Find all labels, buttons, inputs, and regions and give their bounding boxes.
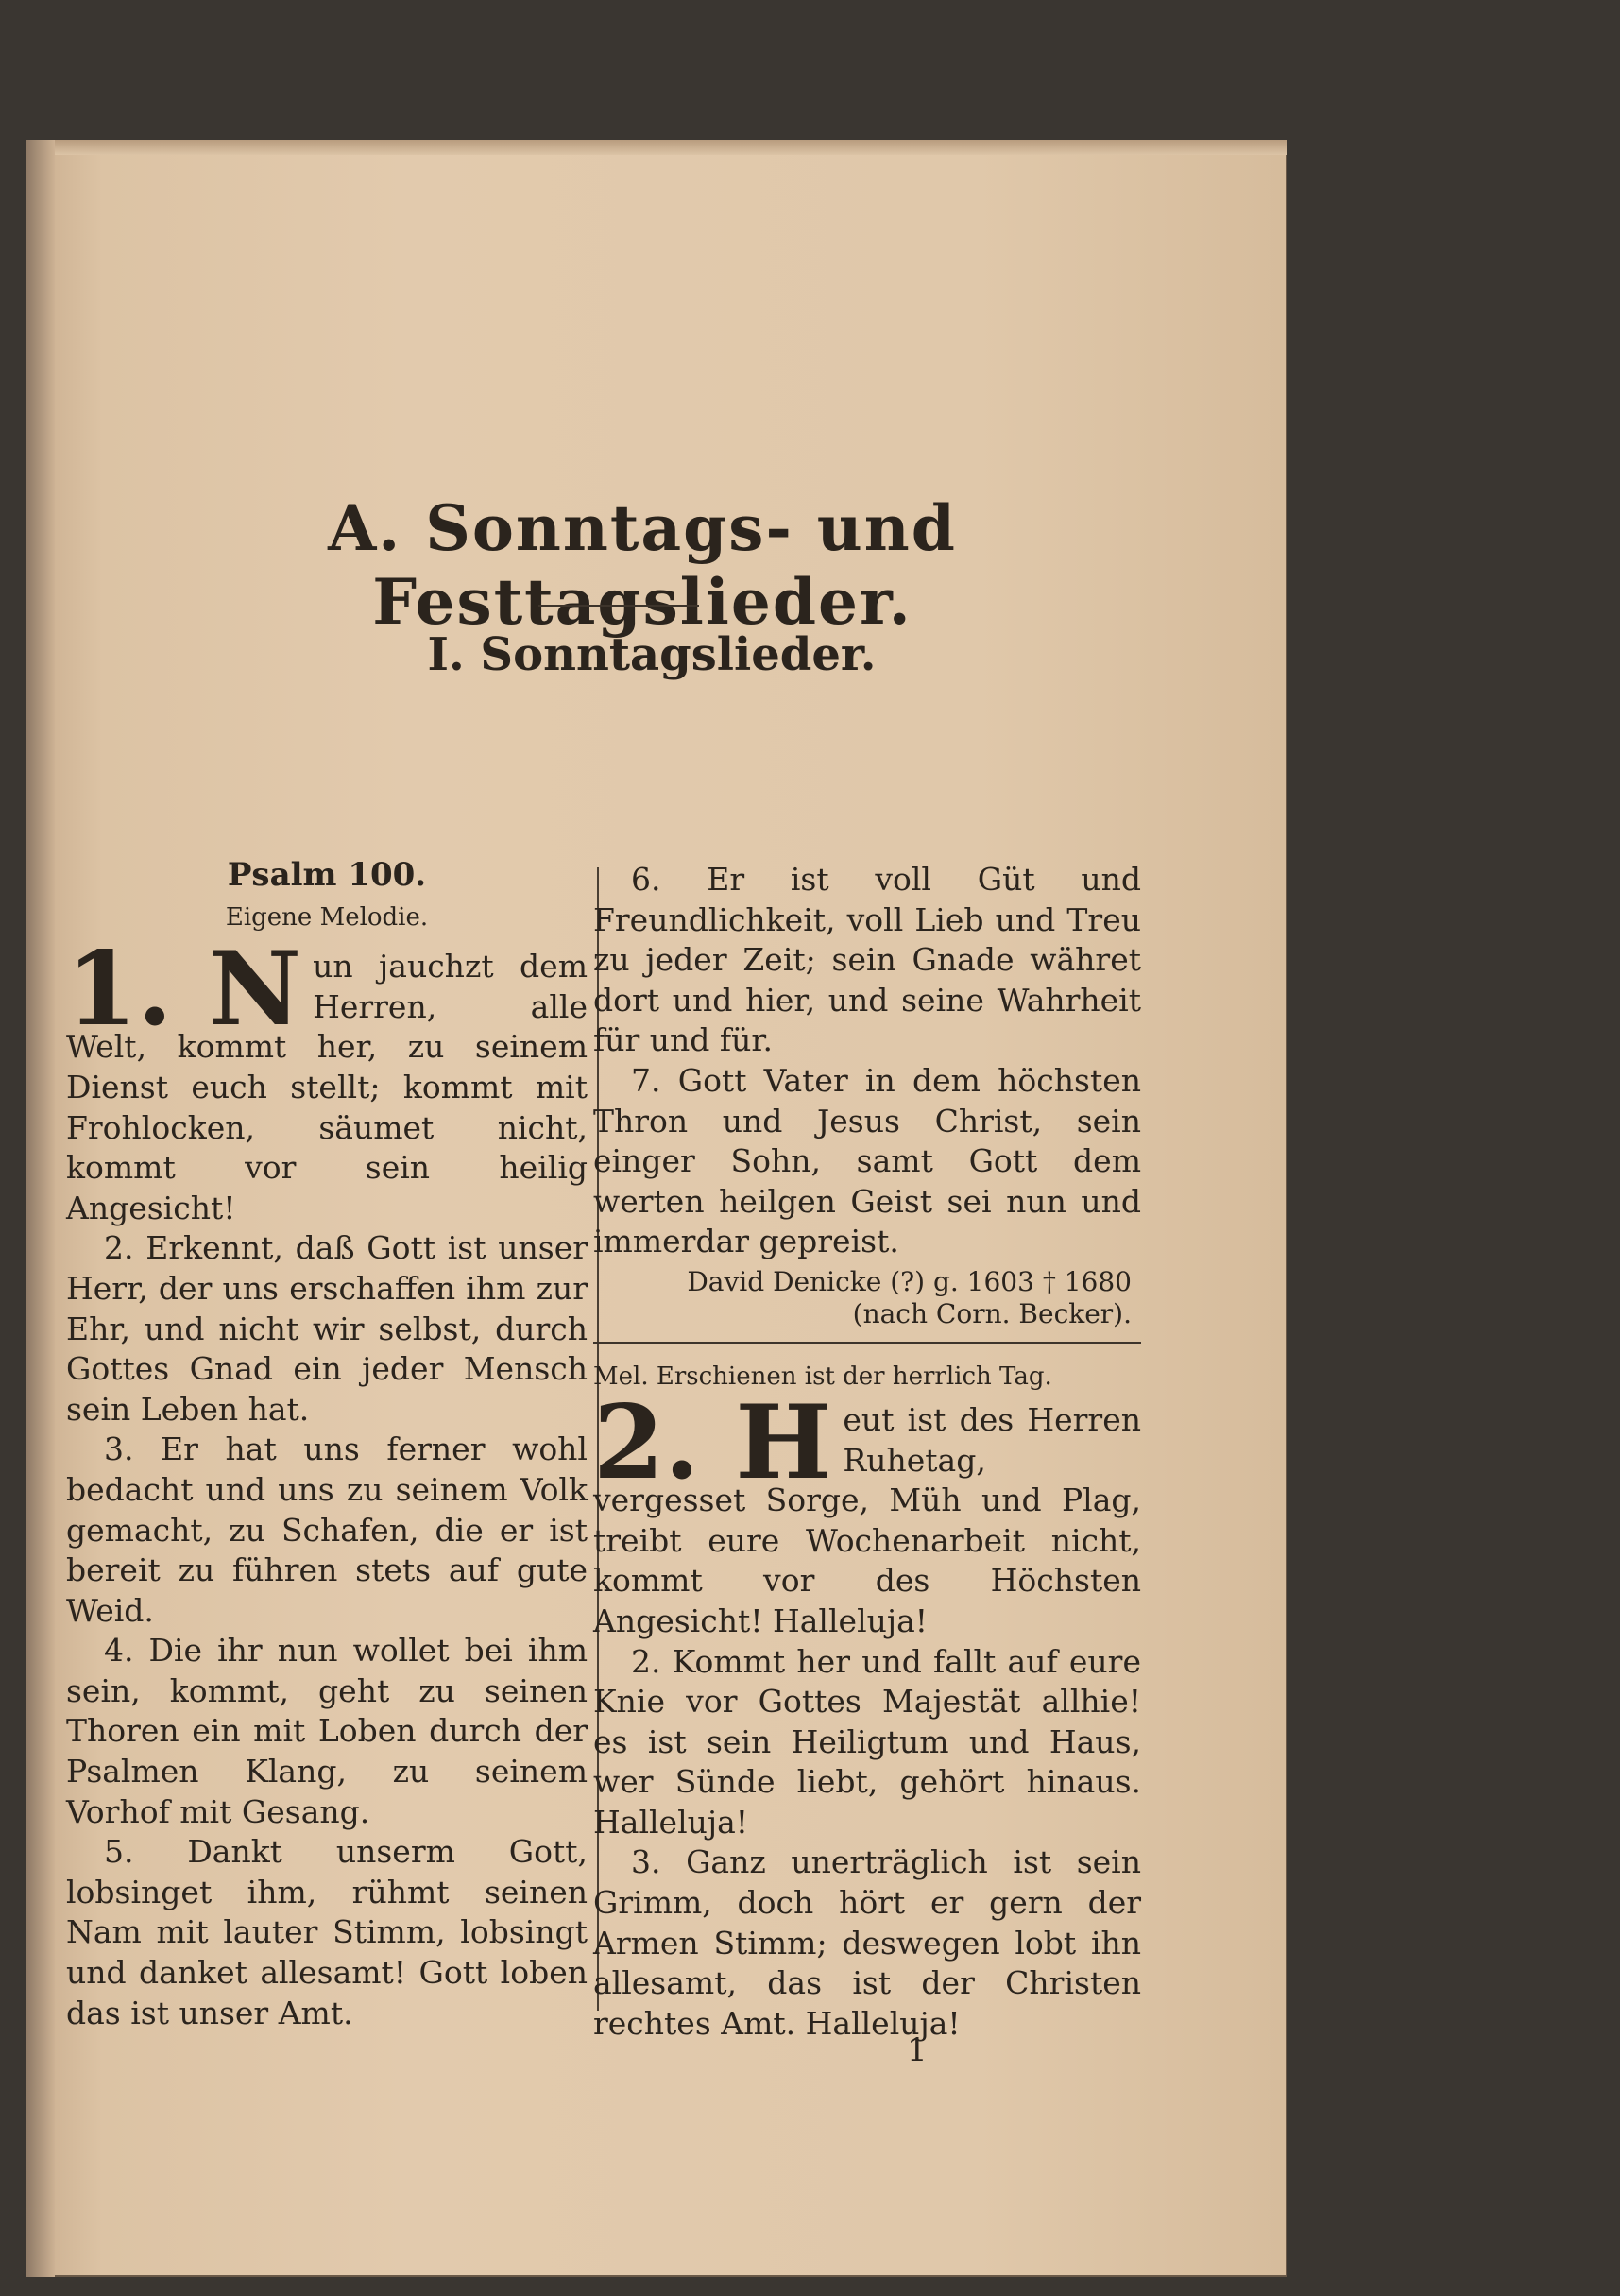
hymn-separator [593, 1342, 1141, 1344]
hymn1-verse2: 2. Erkennt, daß Gott ist unser Herr, der uns erschaffen ihm zur Ehr, und nicht wir selbst, durch Gottes Gnad ein jeder Mensch sein Leben hat. [66, 1229, 588, 1428]
hymn1-verse6: 6. Er ist voll Güt und Freundlichkeit, voll Lieb und Treu zu jeder Zeit; sein Gnade währet dort und hier, und seine Wahrheit für und für. [593, 861, 1141, 1059]
psalm-reference: Psalm 100. [227, 856, 427, 894]
hymn1-verse5: 5. Dankt unserm Gott, lobsinget ihm, rühmt seinen Nam mit lauter Stimm, lobsingt und danket allesamt! Gott loben das ist unser Amt. [66, 1833, 588, 2031]
dropcap-letter: N [208, 930, 302, 1050]
section-heading: A. Sonntags- und Festtagslieder. [328, 491, 957, 639]
hymn2-dropcap [593, 1382, 832, 1502]
hymn1-verse3: 3. Er hat uns ferner wohl bedacht und uns zu seinem Volk gemacht, zu Schafen, die er ist bereit zu führen stets auf gute Weid. [66, 1431, 588, 1629]
hymn1-dropcap [66, 930, 302, 1050]
verse-text: un jauchzt dem Herren, alle Welt, kommt her, zu seinem Dienst euch stellt; kommt mit Frohlocken, säumet nicht, kommt vor sein heilig Angesicht! [66, 948, 588, 1226]
hymn1-verse4: 4. Die ihr nun wollet bei ihm sein, kommt, geht zu seinen Thoren ein mit Loben durch der Psalmen Klang, zu seinem Vorhof mit Gesang. [66, 1632, 588, 1830]
melody-note: Eigene Melodie. [225, 902, 429, 932]
hymn1-author [593, 1266, 1141, 1330]
page-gutter [26, 140, 55, 2277]
author-source: (nach Corn. Becker). [852, 1297, 1132, 1329]
hymn1-verse1 [66, 930, 588, 1228]
hymn-number: 2. [593, 1382, 700, 1502]
verse-text: eut ist des Herren Ruhetag, vergesset Sorge, Müh und Plag, treibt eure Wochenarbeit nicht, kommt vor des Höchsten Angesicht! Halleluja! [593, 1400, 1141, 1639]
hymn2-melody: Mel. Erschienen ist der herrlich Tag. [593, 1362, 1052, 1391]
heading-divider [538, 605, 699, 607]
page-top-edge [55, 140, 1287, 155]
hymn-number: 1. [66, 930, 173, 1050]
author-name: David Denicke (?) g. 1603 † 1680 [687, 1265, 1132, 1297]
hymn2-verse2: 2. Kommt her und fallt auf eure Knie vor Gottes Majestät allhie! es ist sein Heiligtum und Haus, wer Sünde liebt, gehört hinaus. Halleluja! [593, 1642, 1141, 1841]
hymn1-verse7: 7. Gott Vater in dem höchsten Thron und Jesus Christ, sein einger Sohn, samt Gott dem werten heilgen Geist sei nun und immerdar gepreist. [593, 1061, 1141, 1260]
hymn2-verse3: 3. Ganz unerträglich ist sein Grimm, doch hört er gern der Armen Stimm; deswegen lobt ihn allesamt, das ist der Christen rechtes Amt. Halleluja! [593, 1843, 1141, 2042]
left-column [66, 855, 588, 2033]
hymn2-verse1 [593, 1382, 1141, 1642]
right-column [593, 860, 1141, 2044]
page-number: 1 [907, 2031, 928, 2069]
subsection-heading: I. Sonntagslieder. [427, 628, 877, 681]
dropcap-letter: H [735, 1382, 832, 1502]
